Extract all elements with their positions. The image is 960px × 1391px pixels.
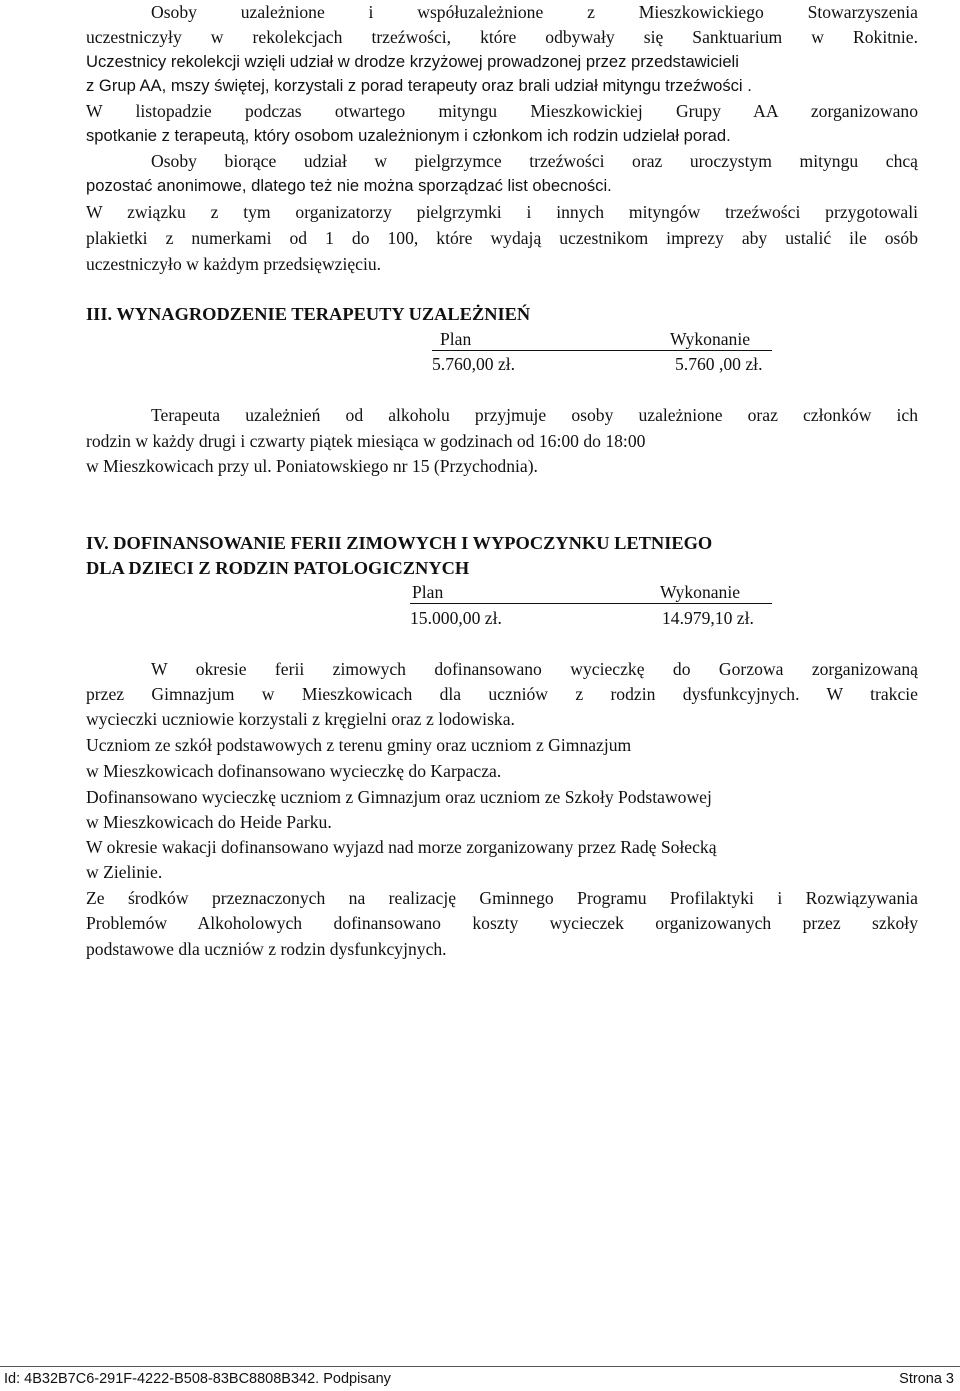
text-line: uczestniczyły w rekolekcjach trzeźwości, które odbywały się Sanktuarium w Rokitnie. bbox=[86, 27, 918, 47]
text-line: uczestniczyło w każdym przedsięwzięciu. bbox=[86, 254, 382, 274]
plan-label: Plan bbox=[440, 329, 472, 349]
text-line: Osoby biorące udział w pielgrzymce trzeźwości oraz uroczystym mityngu chcą bbox=[151, 151, 918, 171]
text-line: Uczniom ze szkół podstawowych z terenu gminy oraz uczniom z Gimnazjum bbox=[86, 735, 632, 755]
text-line: Uczestnicy rekolekcji wzięli udział w drodze krzyżowej prowadzonej przez przedstawicieli bbox=[86, 52, 739, 71]
text-line: plakietki z numerkami od 1 do 100, które wydają uczestnikom imprezy aby ustalić ile osób bbox=[86, 228, 918, 248]
text-line: W okresie wakacji dofinansowano wyjazd nad morze zorganizowany przez Radę Sołecką bbox=[86, 837, 717, 857]
text-line: w Mieszkowicach przy ul. Poniatowskiego nr 15 (Przychodnia). bbox=[86, 456, 538, 476]
text-line: Dofinansowano wycieczkę uczniom z Gimnazjum oraz uczniom ze Szkoły Podstawowej bbox=[86, 787, 712, 807]
text-line: W okresie ferii zimowych dofinansowano wycieczkę do Gorzowa zorganizowaną bbox=[151, 659, 918, 679]
section-4-heading: IV. DOFINANSOWANIE FERII ZIMOWYCH I WYPOCZYNKU LETNIEGO bbox=[86, 533, 713, 553]
wykonanie-value: 14.979,10 zł. bbox=[662, 608, 754, 628]
text-line: spotkanie z terapeutą, który osobom uzależnionym i członkom ich rodzin udzielał porad. bbox=[86, 126, 731, 145]
footer-divider bbox=[0, 1366, 960, 1367]
text-line: Problemów Alkoholowych dofinansowano koszty wycieczek organizowanych przez szkoły bbox=[86, 913, 918, 933]
wykonanie-label: Wykonanie bbox=[660, 582, 741, 602]
text-line: w Mieszkowicach dofinansowano wycieczkę do Karpacza. bbox=[86, 761, 502, 781]
text-line: Ze środków przeznaczonych na realizację Gminnego Programu Profilaktyki i Rozwiązywania bbox=[86, 888, 918, 908]
plan-value: 5.760,00 zł. bbox=[432, 354, 516, 374]
text-line: rodzin w każdy drugi i czwarty piątek miesiąca w godzinach od 16:00 do 18:00 bbox=[86, 431, 646, 451]
wykonanie-label: Wykonanie bbox=[670, 329, 751, 349]
text-line: Terapeuta uzależnień od alkoholu przyjmuje osoby uzależnione oraz członków ich bbox=[151, 405, 918, 425]
text-line: podstawowe dla uczniów z rodzin dysfunkcyjnych. bbox=[86, 939, 447, 959]
page-number: Strona 3 bbox=[899, 1371, 954, 1387]
text-line: W listopadzie podczas otwartego mityngu Mieszkowickiej Grupy AA zorganizowano bbox=[86, 101, 918, 121]
plan-value: 15.000,00 zł. bbox=[410, 608, 502, 628]
text-line: przez Gimnazjum w Mieszkowicach dla uczniów z rodzin dysfunkcyjnych. W trakcie bbox=[86, 684, 918, 704]
text-line: pozostać anonimowe, dlatego też nie można sporządzać list obecności. bbox=[86, 176, 612, 195]
text-line: w Mieszkowicach do Heide Parku. bbox=[86, 812, 332, 832]
plan-header-row bbox=[432, 328, 772, 351]
document-id: Id: 4B32B7C6-291F-4222-B508-83BC8808B342. Podpisany bbox=[4, 1371, 391, 1387]
plan-label: Plan bbox=[412, 582, 444, 602]
section-4-heading-line2: DLA DZIECI Z RODZIN PATOLOGICZNYCH bbox=[86, 558, 470, 578]
section-3-heading: III. WYNAGRODZENIE TERAPEUTY UZALEŻNIEŃ bbox=[86, 304, 531, 324]
wykonanie-value: 5.760 ,00 zł. bbox=[675, 354, 763, 374]
text-line: w Zielinie. bbox=[86, 862, 163, 882]
text-line: W związku z tym organizatorzy pielgrzymki i innych mityngów trzeźwości przygotowali bbox=[86, 202, 918, 222]
text-line: Osoby uzależnione i współuzależnione z Mieszkowickiego Stowarzyszenia bbox=[151, 2, 918, 22]
text-line: wycieczki uczniowie korzystali z kręgielni oraz z lodowiska. bbox=[86, 709, 515, 729]
plan-header-row bbox=[410, 581, 772, 604]
text-line: z Grup AA, mszy świętej, korzystali z porad terapeuty oraz brali udział mityngu trzeźwości . bbox=[86, 76, 752, 95]
